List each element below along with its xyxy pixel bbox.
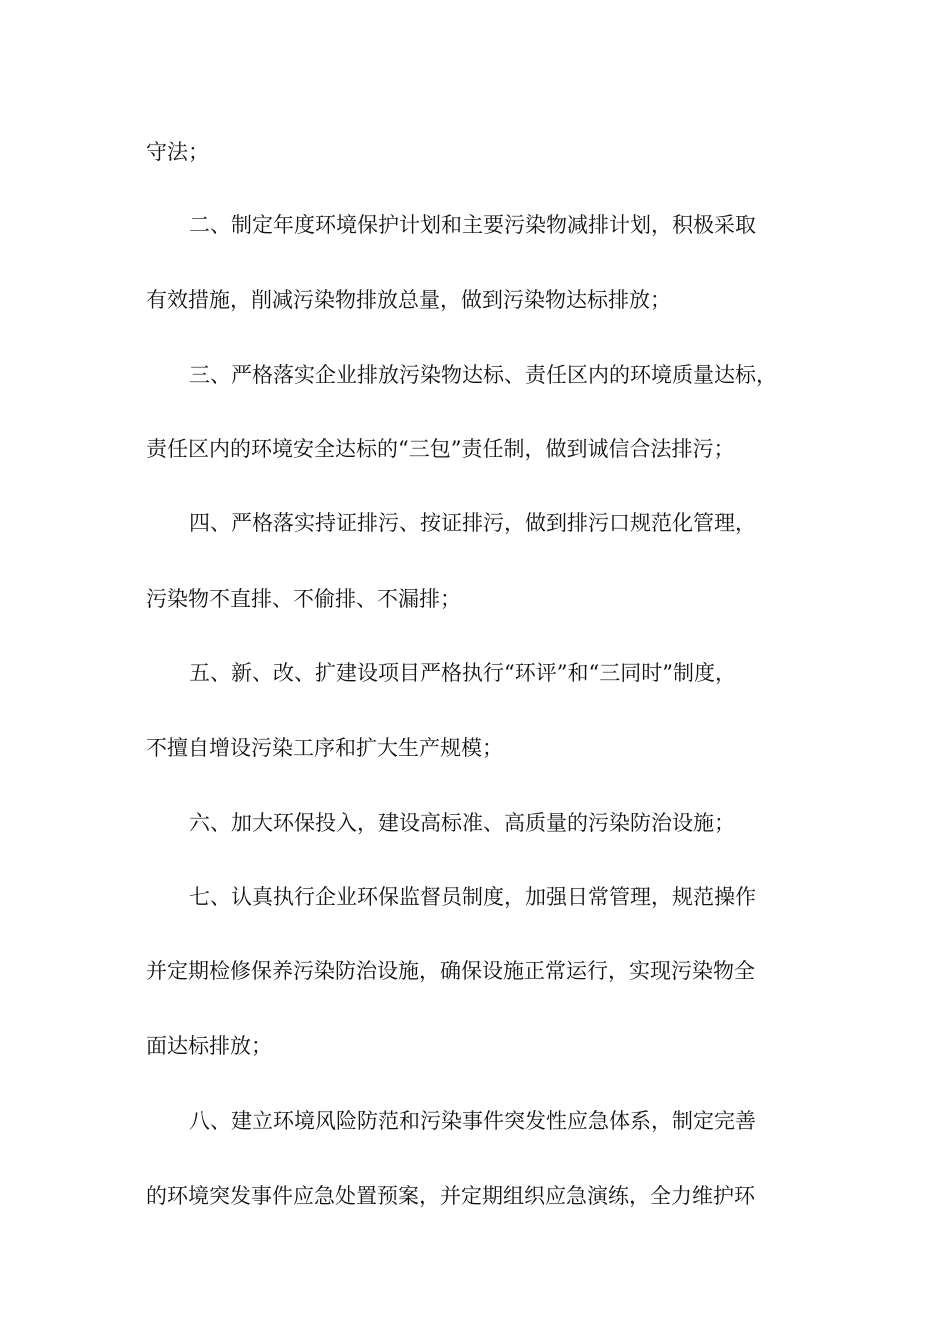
text-line: 污染物不直排、不偷排、不漏排； xyxy=(146,587,461,611)
text-line: 四、严格落实持证排污、按证排污，做到排污口规范化管理， xyxy=(189,511,756,535)
text-line: 面达标排放； xyxy=(146,1034,272,1058)
text-line: 六、加大环保投入，建设高标准、高质量的污染防治设施； xyxy=(189,811,735,835)
text-line: 三、严格落实企业排放污染物达标、责任区内的环境质量达标， xyxy=(189,363,777,387)
text-line: 有效措施，削减污染物排放总量，做到污染物达标排放； xyxy=(146,288,671,312)
text-line: 责任区内的环境安全达标的“三包”责任制，做到诚信合法排污； xyxy=(146,437,735,461)
text-line: 八、建立环境风险防范和污染事件突发性应急体系，制定完善 xyxy=(189,1109,756,1133)
text-line: 守法； xyxy=(146,140,209,164)
text-line: 的环境突发事件应急处置预案，并定期组织应急演练，全力维护环 xyxy=(146,1184,755,1208)
text-line: 不擅自增设污染工序和扩大生产规模； xyxy=(146,736,503,760)
text-line: 五、新、改、扩建设项目严格执行“环评”和“三同时”制度， xyxy=(189,661,736,685)
text-line: 并定期检修保养污染防治设施，确保设施正常运行，实现污染物全 xyxy=(146,959,755,983)
text-line: 二、制定年度环境保护计划和主要污染物减排计划，积极采取 xyxy=(189,213,756,237)
text-line: 七、认真执行企业环保监督员制度，加强日常管理，规范操作 xyxy=(189,885,756,909)
